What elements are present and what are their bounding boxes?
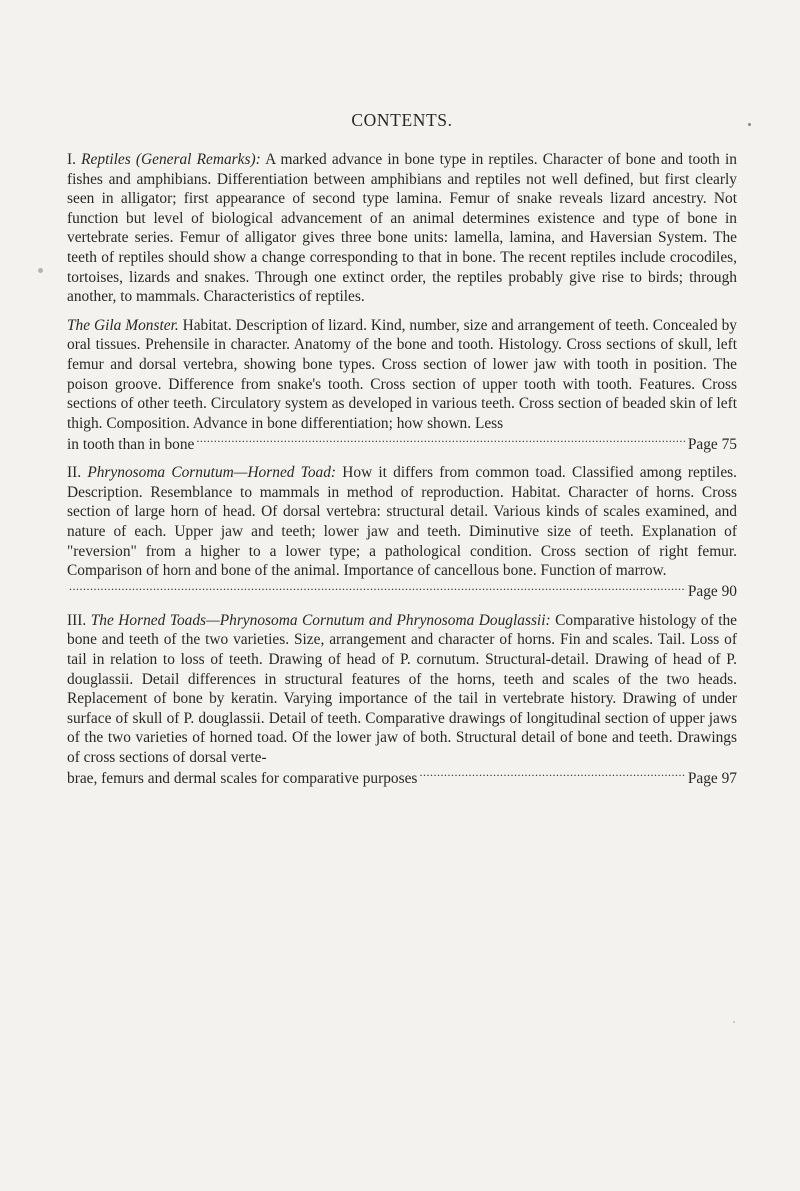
- page-reference: Page 75: [687, 435, 737, 453]
- dot-leader: [69, 581, 686, 596]
- entry-title: Phrynosoma Cornutum—Horned Toad:: [87, 464, 337, 482]
- entry-title: The Gila Monster.: [67, 316, 179, 334]
- scan-speck: [733, 1021, 735, 1023]
- entry-summary: A marked advance in bone type in reptiles. Character of bone and tooth in fishes and amphibians. Differentiation between amphibians and reptiles not well defined, but first clearly seen in alligator; first appearance of second type lamina. Femur of snake reveals lizard ancestry. Not function but level of biological advancement of an animal determines existence and type of bone in vertebrate series. Femur of alligator gives three bone units: lamella, lamina, and Haversian System. The teeth of reptiles should show a change corresponding to that in bone. The recent reptiles include crocodiles, tortoises, lizards and snakes. Through one extinct order, the reptiles probably give rise to birds; through another, to mammals. Characteristics of reptiles.: [67, 151, 737, 306]
- contents-list: [67, 150, 737, 798]
- entry-tail-text: in tooth than in bone: [67, 435, 195, 453]
- entry-page-line: [67, 433, 737, 454]
- entry-number: I.: [67, 151, 76, 168]
- contents-entry: [67, 463, 737, 602]
- entry-summary: Comparative histology of the bone and teeth of the two varieties. Size, arrangement and character of horns. Fin and scales. Tail. Loss of tail in relation to loss of teeth. Drawing of head of P. cornutum. Structural-detail. Drawing of head of P. douglassii. Detail differences in structural features of the horns, teeth and scales of the two heads. Replacement of bone by keratin. Varying importance of the tail in vertebrate history. Drawing of under surface of skull of P. douglassii. Detail of teeth. Comparative drawings of longitudinal section of upper jaws of the two varieties of horned toad. Of the lower jaw of both. Structural detail of bone and teeth. Drawings of cross sections of dorsal verte-: [67, 611, 737, 766]
- scan-speck: [748, 123, 751, 126]
- page-reference: Page 97: [687, 769, 737, 787]
- dot-leader: [419, 768, 685, 783]
- contents-entry: [67, 316, 737, 455]
- contents-entry: [67, 611, 737, 789]
- page-reference: Page 90: [687, 583, 737, 601]
- entry-title: Reptiles (General Remarks):: [81, 151, 261, 168]
- entry-tail-text: brae, femurs and dermal scales for comparative purposes: [67, 769, 418, 787]
- scan-speck: [38, 268, 43, 273]
- entry-number: II.: [67, 464, 82, 482]
- entry-page-line: [67, 581, 737, 602]
- entry-page-line: [67, 768, 737, 789]
- entry-number: III.: [67, 611, 87, 629]
- dot-leader: [196, 433, 685, 448]
- entry-title: The Horned Toads—Phrynosoma Cornutum and Phrynosoma Douglassii:: [90, 611, 551, 629]
- contents-entry: [67, 150, 737, 307]
- entry-summary: Habitat. Description of lizard. Kind, number, size and arrangement of teeth. Concealed by oral tissues. Prehensile in character. Anatomy of the bone and tooth. Histology. Cross sections of skull, left femur and dorsal vertebra, showing bone types. Cross section of lower jaw with tooth in position. The poison groove. Difference from snake's tooth. Cross section of upper tooth with tooth. Features. Cross sections of other teeth. Circulatory system as developed in various teeth. Cross section of beaded skin of left thigh. Composition. Advance in bone differentiation; how shown. Less: [67, 316, 737, 432]
- entry-summary: How it differs from common toad. Classified among reptiles. Description. Resemblance to mammals in method of reproduction. Habitat. Character of horns. Cross section of large horn of head. Of dorsal vertebra: structural detail. Various kinds of scales examined, and nature of each. Upper jaw and teeth; lower jaw and teeth. Diminutive size of teeth. Explanation of "reversion" from a higher to a lower type; a pathological condition. Cross section of right femur. Comparison of horn and bone of the animal. Importance of cancellous bone. Function of marrow.: [67, 464, 737, 580]
- page-title: CONTENTS.: [351, 110, 453, 130]
